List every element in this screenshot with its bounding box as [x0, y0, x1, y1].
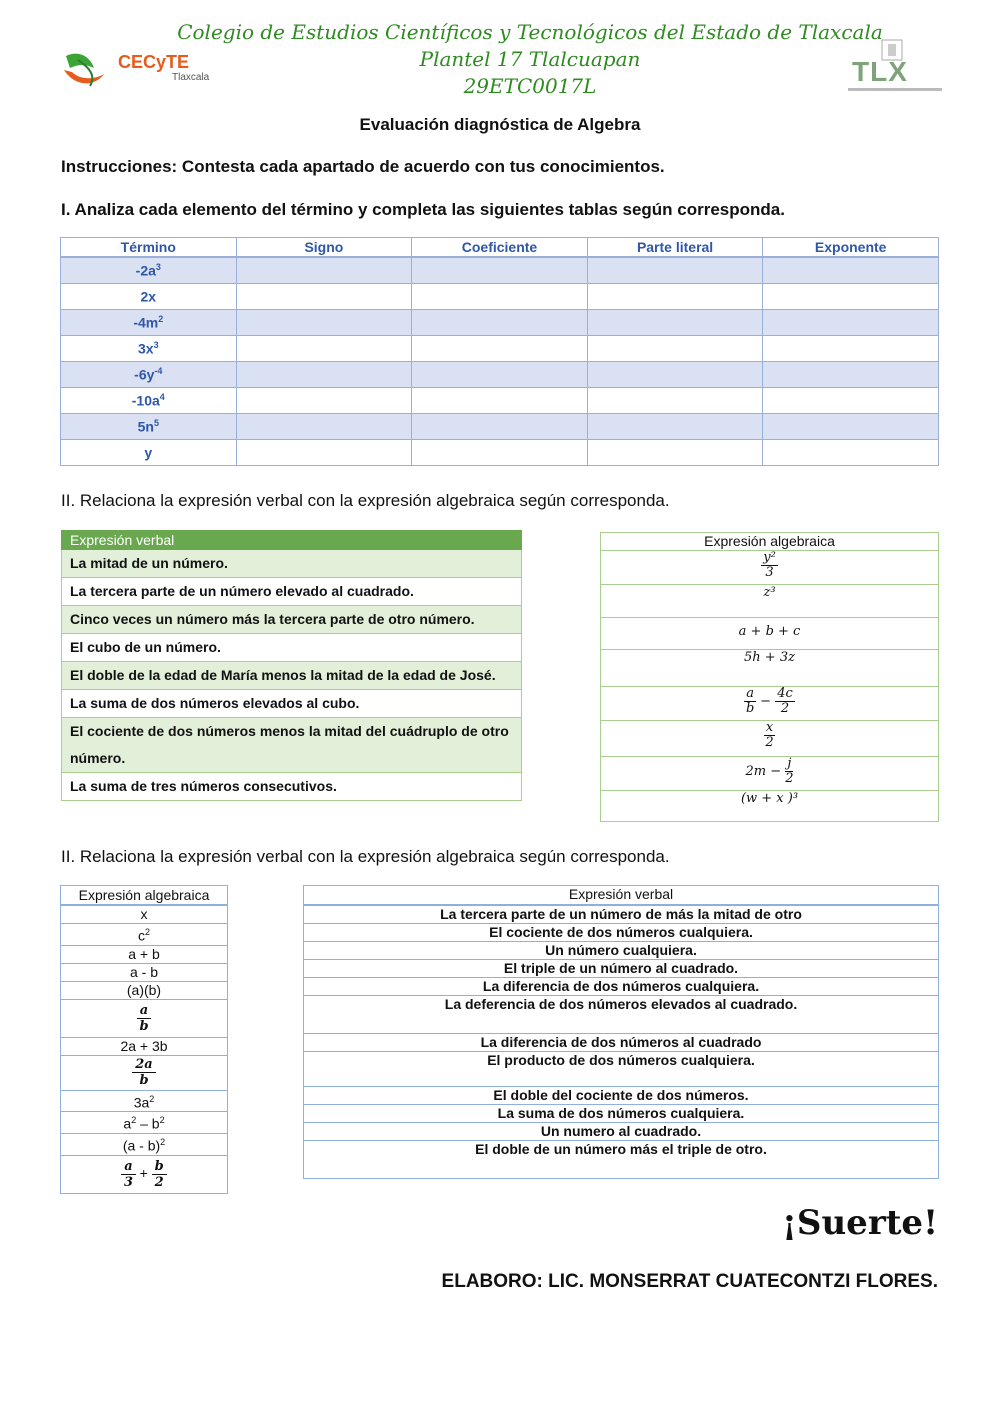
- term-exponent: 3: [153, 340, 159, 351]
- instructions: Instrucciones: Contesta cada apartado de acuerdo con tus conocimientos.: [61, 157, 665, 176]
- operator: −: [760, 694, 772, 709]
- answer-cell[interactable]: [236, 257, 412, 284]
- denominator: b: [745, 701, 755, 716]
- cecyte-logo-subtext: Tlaxcala: [172, 72, 210, 83]
- fraction: [132, 1057, 155, 1088]
- answer-cell[interactable]: [236, 336, 412, 362]
- answer-cell[interactable]: [236, 284, 412, 310]
- numerator: a: [746, 686, 754, 701]
- list-item: La tercera parte de un número de más la mitad de otro: [304, 905, 939, 924]
- term-exponent: 5: [153, 418, 159, 429]
- list-item: El cociente de dos números menos la mitad del cuádruplo de otro número.: [62, 718, 522, 773]
- answer-cell[interactable]: [587, 310, 763, 336]
- table-row: [61, 440, 939, 466]
- author-line: ELABORO: LIC. MONSERRAT CUATECONTZI FLORES.: [441, 1271, 938, 1292]
- table-row: [61, 310, 939, 336]
- list-item: [601, 687, 939, 721]
- denominator: 2: [765, 735, 774, 750]
- cecyte-logo-text: CECyTE: [118, 52, 190, 72]
- denominator: 3: [765, 565, 774, 580]
- answer-cell[interactable]: [763, 362, 939, 388]
- denominator: 3: [123, 1174, 133, 1190]
- list-item: La suma de tres números consecutivos.: [62, 773, 522, 801]
- denominator: 2: [780, 701, 790, 716]
- numerator: x: [765, 720, 774, 735]
- numerator: 4c: [777, 686, 793, 701]
- base: – b: [136, 1115, 160, 1132]
- list-item: [601, 551, 939, 585]
- numerator: y²: [763, 550, 776, 565]
- base: 3a: [133, 1094, 150, 1111]
- list-item: Un número cualquiera.: [304, 942, 939, 960]
- plantel-name: Plantel 17 Tlalcuapan: [419, 47, 641, 71]
- list-item: La diferencia de dos números al cuadrado: [304, 1034, 939, 1052]
- verbal-expression-table: [61, 530, 522, 801]
- algebraic-list-table: [60, 885, 228, 1194]
- term-cell: [61, 284, 237, 310]
- term-cell: [61, 336, 237, 362]
- term-base: y: [144, 444, 153, 461]
- list-item: [61, 1155, 228, 1193]
- term-base: 5n: [137, 418, 154, 435]
- numerator: b: [152, 1159, 167, 1175]
- list-item: La deferencia de dos números elevados al cuadrado.: [304, 996, 939, 1034]
- answer-cell[interactable]: [587, 257, 763, 284]
- numerator: a: [137, 1003, 151, 1019]
- col-signo: Signo: [236, 238, 412, 258]
- list-item: Cinco veces un número más la tercera parte de otro número.: [62, 606, 522, 634]
- denominator: b: [139, 1073, 149, 1089]
- closing-message: ¡Suerte!: [781, 1203, 938, 1243]
- answer-cell[interactable]: [412, 310, 588, 336]
- base: a: [123, 1115, 132, 1132]
- operator: +: [139, 1164, 148, 1181]
- list-item: 5h + 3z: [601, 650, 939, 687]
- answer-cell[interactable]: [412, 388, 588, 414]
- algebraic-expression-table: [600, 532, 939, 822]
- section2-heading: II. Relaciona la expresión verbal con la expresión algebraica según corresponda.: [61, 491, 670, 510]
- list-item: [61, 924, 228, 946]
- list-item: El producto de dos números cualquiera.: [304, 1052, 939, 1087]
- list-item: La tercera parte de un número elevado al cuadrado.: [62, 578, 522, 606]
- term-analysis-table: [60, 237, 939, 466]
- list-item: La diferencia de dos números cualquiera.: [304, 978, 939, 996]
- answer-cell[interactable]: [763, 284, 939, 310]
- answer-cell[interactable]: [587, 362, 763, 388]
- answer-cell[interactable]: [412, 440, 588, 466]
- term-cell: [61, 388, 237, 414]
- term-base: -2a: [135, 262, 156, 279]
- algebraic-header: Expresión algebraica: [61, 886, 228, 906]
- answer-cell[interactable]: [412, 284, 588, 310]
- table-row: [61, 257, 939, 284]
- exponent: 2: [160, 1136, 166, 1147]
- list-item: (w + x )³: [601, 791, 939, 822]
- answer-cell[interactable]: [236, 414, 412, 440]
- answer-cell[interactable]: [412, 414, 588, 440]
- list-item: (a)(b): [61, 981, 228, 999]
- denominator: 2: [154, 1174, 164, 1190]
- list-item: z³: [601, 585, 939, 618]
- list-item: [61, 1133, 228, 1155]
- table-row: [61, 362, 939, 388]
- fraction: [137, 1003, 151, 1034]
- denominator: b: [139, 1018, 149, 1034]
- list-item: [61, 1112, 228, 1134]
- col-termino: Término: [61, 238, 237, 258]
- verbal-header: Expresión verbal: [62, 531, 522, 550]
- term-exponent: 4: [159, 392, 165, 403]
- exponent: 2: [149, 1093, 155, 1104]
- list-item: a + b: [61, 945, 228, 963]
- term-base: -6y: [134, 366, 155, 383]
- list-item: [61, 1090, 228, 1112]
- term-base: -4m: [133, 314, 159, 331]
- answer-cell[interactable]: [236, 310, 412, 336]
- table-header-row: [61, 238, 939, 258]
- term-base: -10a: [131, 392, 160, 409]
- answer-cell[interactable]: [587, 336, 763, 362]
- exponent: 2: [131, 1115, 137, 1126]
- list-item: El doble de un número más el triple de otro.: [304, 1141, 939, 1179]
- exponent: 2: [144, 927, 150, 937]
- table-row: [61, 414, 939, 440]
- fraction: [775, 687, 795, 716]
- numerator: 2a: [132, 1057, 155, 1073]
- term-cell: [61, 362, 237, 388]
- algebraic-header: Expresión algebraica: [601, 533, 939, 551]
- base: (a - b): [122, 1137, 161, 1154]
- col-coeficiente: Coeficiente: [412, 238, 588, 258]
- answer-cell[interactable]: [236, 362, 412, 388]
- expression: a + b + c: [738, 624, 801, 639]
- section1-heading: I. Analiza cada elemento del término y completa las siguientes tablas según corresponda.: [61, 200, 785, 219]
- answer-cell[interactable]: [763, 310, 939, 336]
- denominator: 2: [785, 771, 794, 786]
- term-exponent: -4: [154, 366, 163, 377]
- list-item: El doble de la edad de María menos la mitad de la edad de José.: [62, 662, 522, 690]
- answer-cell[interactable]: [412, 336, 588, 362]
- exponent: 2: [159, 1115, 165, 1126]
- answer-cell[interactable]: [236, 440, 412, 466]
- list-item: Un numero al cuadrado.: [304, 1123, 939, 1141]
- col-parte-literal: Parte literal: [587, 238, 763, 258]
- list-item: 2a + 3b: [61, 1037, 228, 1055]
- fraction: [761, 551, 778, 580]
- answer-cell[interactable]: [587, 284, 763, 310]
- answer-cell[interactable]: [763, 440, 939, 466]
- section3-heading: II. Relaciona la expresión verbal con la expresión algebraica según corresponda.: [61, 847, 670, 866]
- school-name: Colegio de Estudios Científicos y Tecnológicos del Estado de Tlaxcala: [177, 20, 883, 44]
- numerator: a: [121, 1159, 135, 1175]
- term-base: 2x: [140, 288, 157, 305]
- list-item: La suma de dos números cualquiera.: [304, 1105, 939, 1123]
- expression: 2m −: [745, 764, 782, 779]
- list-item: [601, 721, 939, 757]
- list-item: [601, 618, 939, 650]
- tlx-logo-text: TLX: [852, 56, 908, 87]
- school-code: 29ETC0017L: [463, 74, 597, 98]
- list-item: a - b: [61, 963, 228, 981]
- term-base: 3x: [138, 340, 154, 357]
- answer-cell[interactable]: [763, 414, 939, 440]
- fraction: [764, 721, 775, 750]
- list-item: [61, 1055, 228, 1090]
- fraction: [785, 757, 793, 786]
- term-cell: [61, 440, 237, 466]
- answer-cell[interactable]: [587, 440, 763, 466]
- table-row: [61, 284, 939, 310]
- answer-cell[interactable]: [587, 414, 763, 440]
- list-item: El triple de un número al cuadrado.: [304, 960, 939, 978]
- fraction: [744, 687, 756, 716]
- answer-cell[interactable]: [763, 336, 939, 362]
- base: c: [137, 927, 145, 944]
- fraction: [121, 1159, 135, 1190]
- list-item: El doble del cociente de dos números.: [304, 1087, 939, 1105]
- list-item: La mitad de un número.: [62, 550, 522, 578]
- verbal-list-table: [303, 885, 939, 1179]
- term-exponent: 3: [155, 262, 161, 273]
- answer-cell[interactable]: [763, 257, 939, 284]
- answer-cell[interactable]: [412, 362, 588, 388]
- list-item: El cociente de dos números cualquiera.: [304, 924, 939, 942]
- table-row: [61, 388, 939, 414]
- answer-cell[interactable]: [412, 257, 588, 284]
- list-item: [601, 757, 939, 791]
- list-item: [61, 999, 228, 1037]
- list-item: El cubo de un número.: [62, 634, 522, 662]
- list-item: La suma de dos números elevados al cubo.: [62, 690, 522, 718]
- numerator: j: [787, 756, 792, 771]
- answer-cell[interactable]: [236, 388, 412, 414]
- page-title: Evaluación diagnóstica de Algebra: [359, 115, 641, 134]
- list-item: x: [61, 905, 228, 924]
- term-cell: [61, 310, 237, 336]
- answer-cell[interactable]: [587, 388, 763, 414]
- fraction: [152, 1159, 167, 1190]
- term-exponent: 2: [158, 314, 164, 325]
- verbal-header: Expresión verbal: [304, 886, 939, 906]
- term-cell: [61, 257, 237, 284]
- answer-cell[interactable]: [763, 388, 939, 414]
- term-cell: [61, 414, 237, 440]
- tlx-logo: [848, 38, 942, 96]
- table-row: [61, 336, 939, 362]
- col-exponente: Exponente: [763, 238, 939, 258]
